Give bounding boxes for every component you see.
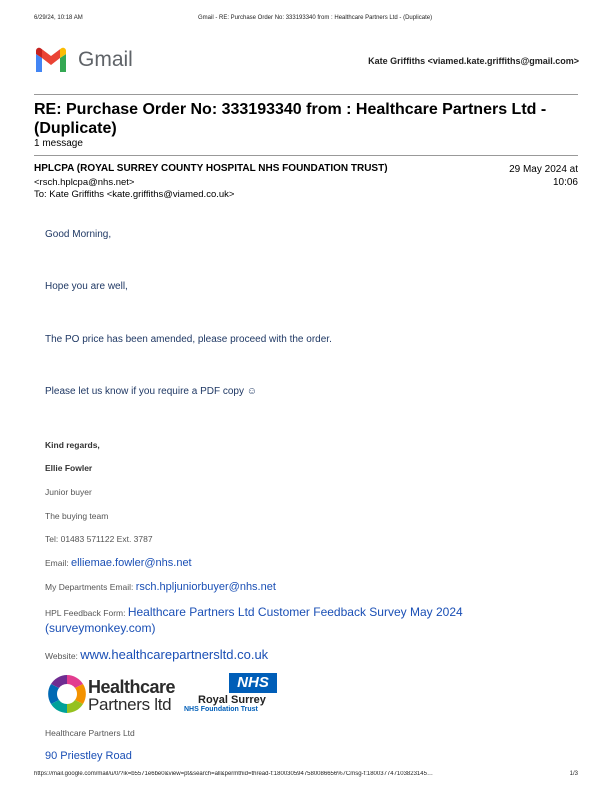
- sig-feedback-link-cont[interactable]: (surveymonkey.com): [45, 621, 156, 635]
- sig-role: Junior buyer: [45, 487, 92, 497]
- print-datetime: 6/29/24, 10:18 AM: [34, 15, 83, 21]
- message-date-time: 10:06: [552, 177, 578, 188]
- print-title: Gmail - RE: Purchase Order No: 333193340 from : Healthcare Partners Ltd - (Duplicate): [198, 15, 433, 21]
- body-greeting: Good Morning,: [45, 229, 112, 240]
- hpl-logo-line-1: Healthcare: [88, 677, 176, 697]
- sig-email-label: Email:: [45, 558, 69, 568]
- sig-feedback-row-2: [45, 621, 155, 635]
- sig-regards: Kind regards,: [45, 440, 100, 450]
- sig-org: Healthcare Partners Ltd: [45, 728, 135, 738]
- nhs-logo: NHS: [229, 673, 277, 693]
- gmail-logo-icon: [34, 46, 68, 72]
- sig-tel: Tel: 01483 571122 Ext. 3787: [45, 534, 153, 544]
- sig-dept-label: My Departments Email:: [45, 582, 134, 592]
- message-date-day: 29 May 2024 at: [509, 164, 578, 175]
- sender-email[interactable]: <rsch.hplcpa@nhs.net>: [34, 177, 135, 188]
- sender-name: HPLCPA (ROYAL SURREY COUNTY HOSPITAL NHS FOUNDATION TRUST): [34, 163, 388, 174]
- sig-feedback-row: [45, 605, 463, 619]
- sig-feedback-link[interactable]: Healthcare Partners Ltd Customer Feedback Survey May 2024: [127, 605, 463, 619]
- hpl-logo-line-2: Partners ltd: [88, 695, 172, 714]
- sig-dept-email-link[interactable]: rsch.hpljuniorbuyer@nhs.net: [135, 581, 276, 593]
- sig-website-row: [45, 647, 268, 662]
- sig-website-label: Website:: [45, 651, 78, 661]
- body-line-2: The PO price has been amended, please proceed with the order.: [45, 334, 332, 345]
- account-email: Kate Griffiths <viamed.kate.griffiths@gmail.com>: [368, 56, 579, 66]
- sig-email-row: [45, 557, 192, 569]
- body-line-1: Hope you are well,: [45, 281, 128, 292]
- message-count: 1 message: [34, 138, 83, 149]
- gmail-wordmark: Gmail: [78, 48, 133, 71]
- hpl-logo-icon: [45, 672, 89, 716]
- print-page-number: 1/3: [569, 771, 578, 777]
- sig-email-link[interactable]: elliemae.fowler@nhs.net: [71, 557, 192, 569]
- recipient-line: To: Kate Griffiths <kate.griffiths@viamed.co.uk>: [34, 189, 235, 200]
- body-line-3: Please let us know if you require a PDF copy ☺: [45, 386, 257, 397]
- sig-feedback-label: HPL Feedback Form:: [45, 608, 126, 618]
- gmail-header: [34, 44, 579, 76]
- sig-team: The buying team: [45, 511, 109, 521]
- message-date: [509, 163, 578, 189]
- print-url: https://mail.google.com/mail/u/0/?ik=b5571e6be0&view=pt&search=all&permthid=thread-f:1800305947580086656%7Cmsg-f:180037747103823145…: [34, 771, 433, 777]
- subject-divider: [34, 155, 578, 156]
- sig-dept-row: [45, 581, 276, 593]
- trust-name: Royal Surrey: [198, 694, 266, 706]
- trust-subtitle: NHS Foundation Trust: [184, 706, 258, 713]
- header-divider: [34, 94, 578, 95]
- thread-subject: RE: Purchase Order No: 333193340 from : Healthcare Partners Ltd - (Duplicate): [34, 101, 547, 137]
- sig-name: Ellie Fowler: [45, 463, 93, 473]
- sig-address-link[interactable]: 90 Priestley Road: [45, 750, 132, 762]
- sig-website-link[interactable]: www.healthcarepartnersltd.co.uk: [80, 647, 269, 662]
- sig-address-row: [45, 750, 132, 762]
